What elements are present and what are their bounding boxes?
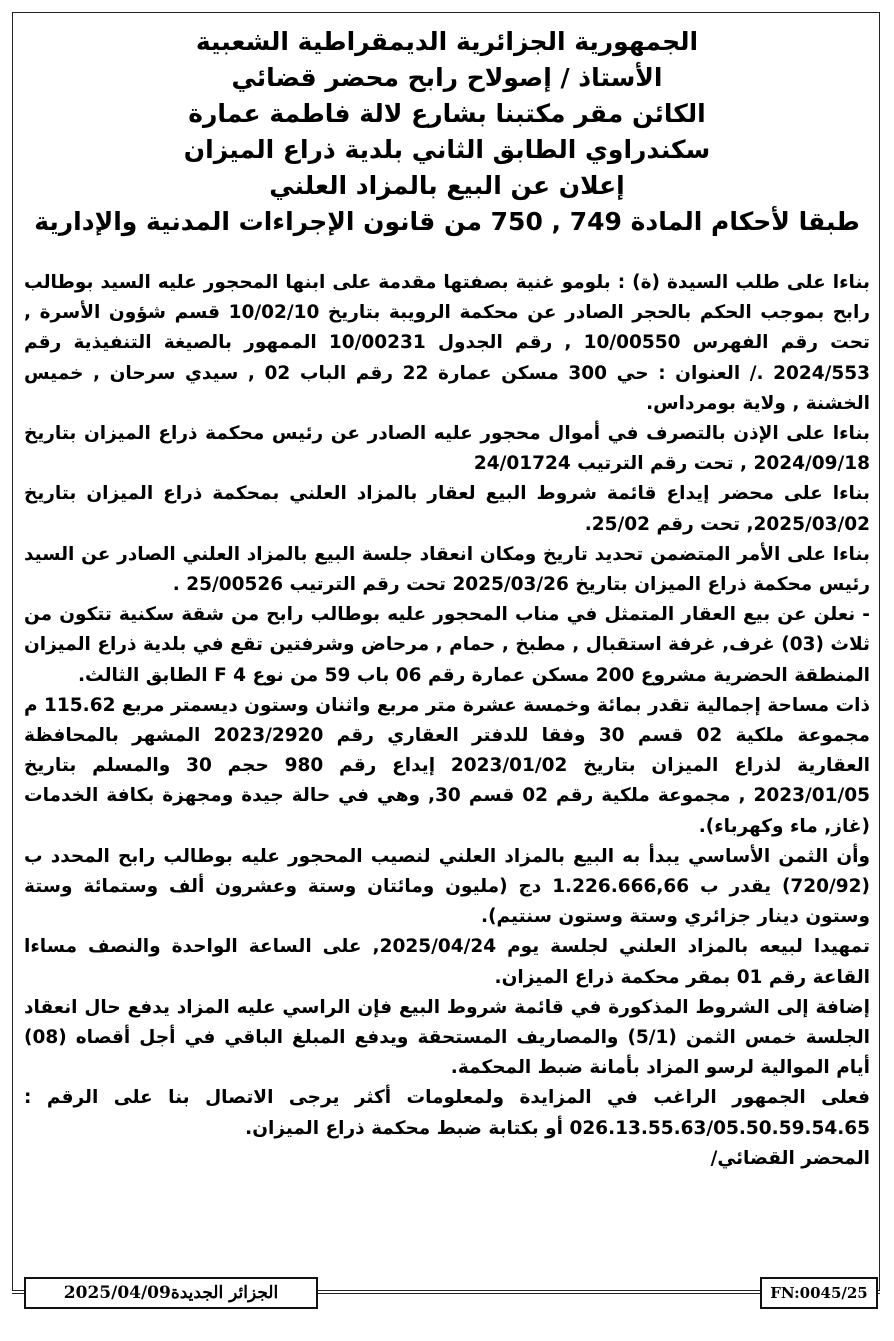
signoff: المحضر القضائي/ [710, 1147, 870, 1169]
header-line-office-location: سكندراوي الطابق الثاني بلدية ذراع الميزان [183, 135, 711, 164]
notice-header [20, 24, 874, 240]
file-number-box: FN:0045/25 [760, 1277, 878, 1309]
header-line-republic: الجمهورية الجزائرية الديمقراطية الشعبية [195, 27, 699, 56]
paragraph-order: بناءا على الأمر المتضمن تحديد تاريخ ومكان انعقاد جلسة البيع بالمزاد العلني الصادر عن السيد رئيس محكمة ذراع الميزان بتاريخ 2025/03/26 تحت رقم الترتيب 25/00526 . [24, 543, 870, 596]
notice-body [24, 268, 870, 1174]
paragraph-contact: فعلى الجمهور الراغب في المزايدة ولمعلومات أكثر يرجى الاتصال بنا على الرقم : 026.13.55.63/05.50.59.54.65 أو بكتابة ضبط محكمة ذراع الميزان. [24, 1087, 870, 1139]
header-line-bailiff: الأستاذ / إصولاح رابح محضر قضائي [231, 63, 663, 92]
paragraph-property: - نعلن عن بيع العقار المتمثل في مناب المحجور عليه بوطالب رابح من شقة سكنية تتكون من ثلاث (03) غرف, غرفة استقبال , مطبخ , حمام , مرحاض وشرفتين تقع في بلدية ذراع الميزان المنطقة الحضرية مشروع 200 مسكن عمارة رقم 06 باب 59 من نوع F 4 الطابق الثالث. [24, 604, 871, 686]
paragraph-price: وأن الثمن الأساسي يبدأ به البيع بالمزاد العلني لنصيب المحجور عليه بوطالب رابح المحدد ب (720/92) يقدر ب 1.226.666,66 دج (مليون ومائتان وستة وعشرون ألف وستمائة وستة وستون دينار جزائري وستة وستون سنتيم). [24, 845, 871, 928]
header-line-legal-basis: طبقا لأحكام المادة 749 , 750 من قانون الإجراءات المدنية والإدارية [34, 207, 860, 236]
paragraph-permission: بناءا على الإذن بالتصرف في أموال محجور عليه الصادر عن رئيس محكمة ذراع الميزان بتاريخ 2024/09/18 , تحت رقم الترتيب 24/01724 [24, 423, 870, 475]
paragraph-request: بناءا على طلب السيدة (ة) : بلومو غنية بصفتها مقدمة على ابنها المحجور عليه السيد بوطالب رابح بموجب الحكم بالحجر الصادر عن محكمة الرويبة بتاريخ 10/02/10 قسم شؤون الأسرة , تحت رقم الفهرس 10/00550 , رقم الجدول 10/00231 الممهور بالصيغة التنفيذية رقم 2024/553 ./ العنوان : حي 300 مسكن عمارة 22 رقم الباب 02 , سيدي سرحان , خميس الخشنة , ولاية بومرداس. [24, 272, 870, 414]
paragraph-session: تمهيدا لبيعه بالمزاد العلني لجلسة يوم 2025/04/24, على الساعة الواحدة والنصف مساءا القاعة رقم 01 بمقر محكمة ذراع الميزان. [24, 936, 870, 988]
paragraph-deposit: بناءا على محضر إيداع قائمة شروط البيع لعقار بالمزاد العلني بمحكمة ذراع الميزان بتاريخ 2025/03/02, تحت رقم 25/02. [24, 483, 870, 535]
header-line-office-address: الكائن مقر مكتبنا بشارع لالة فاطمة عمارة [188, 99, 706, 128]
paragraph-conditions: إضافة إلى الشروط المذكورة في قائمة شروط البيع فإن الراسي عليه المزاد يدفع حال انعقاد الجلسة خمس الثمن (5/1) والمصاريف المستحقة ويدفع المبلغ الباقي في أجل أقصاه (08) أيام الموالية لرسو المزاد بأمانة ضبط المحكمة. [24, 996, 870, 1079]
paragraph-area: ذات مساحة إجمالية تقدر بمائة وخمسة عشرة متر مربع واثنان وستون ديسمتر مربع 115.62 م مجموعة ملكية 02 قسم 30 وفقا للدفتر العقاري رقم 2023/2920 المشهر بالمحافظة العقارية لذراع الميزان بتاريخ 2023/01/02 إيداع رقم 980 حجم 30 والمسلم بتاريخ 2023/01/05 , مجموعة ملكية رقم 02 قسم 30, وهي في حالة جيدة ومجهزة بكافة الخدمات (غاز, ماء وكهرباء). [24, 694, 871, 837]
publication-stamp: الجزائر الجديدة2025/04/09 [24, 1277, 318, 1309]
header-line-announcement-title: إعلان عن البيع بالمزاد العلني [269, 171, 625, 200]
